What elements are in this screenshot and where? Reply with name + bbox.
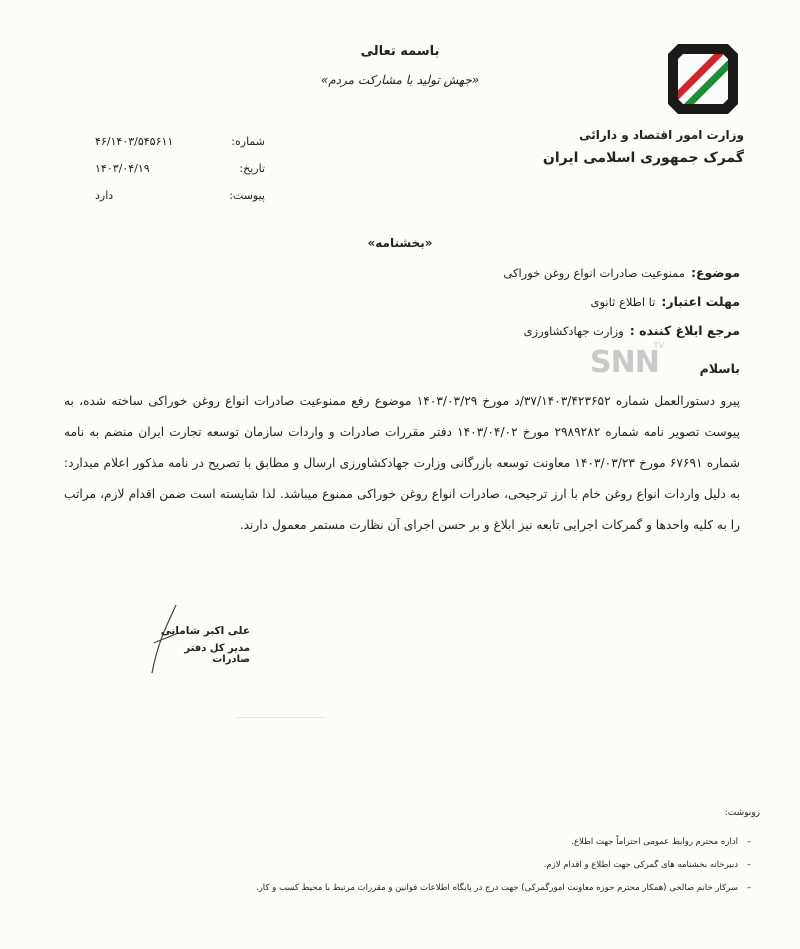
watermark-text: SNN	[590, 345, 659, 380]
cc-list	[200, 808, 760, 899]
cc-item-text: اداره محترم روابط عمومی احتراماً جهت اطلاع.	[571, 836, 738, 847]
signer-title: مدیر کل دفتر صادرات	[184, 643, 250, 665]
letter-meta	[95, 128, 265, 209]
signer-name: علی اکبر شامانی	[160, 625, 250, 637]
year-slogan: «جهش تولید با مشارکت مردم»	[320, 73, 480, 87]
date-label: تاریخ:	[239, 162, 265, 175]
cc-dash: –	[746, 836, 752, 847]
authority-value: وزارت جهادکشاورزی	[523, 323, 624, 338]
cc-item-text: دبیرخانه بخشنامه های گمرکی جهت اطلاع و اقدام لازم.	[543, 859, 738, 870]
letter-header	[260, 44, 540, 87]
faint-divider	[236, 717, 326, 718]
number-value: ۴۶/۱۴۰۳/۵۴۵۶۱۱	[95, 135, 174, 148]
validity-label: مهلت اعتبار:	[661, 294, 740, 309]
meta-date-row	[95, 155, 265, 182]
customs-logo-icon	[664, 40, 742, 118]
letter-body: پیرو دستورالعمل شماره ۳۷/۱۴۰۳/۴۲۳۶۵۲/د مورخ ۱۴۰۳/۰۳/۲۹ موضوع رفع ممنوعیت صادرات انواع روغن خوراکی ساخته شده، به پیوست تصویر نامه شماره ۲۹۸۹۲۸۲ مورخ ۱۴۰۳/۰۴/۰۲ دفتر مقررات صادرات و واردات سازمان توسعه تجارت ایران منضم به نامه شماره ۶۷۶۹۱ مورخ ۱۴۰۳/۰۳/۲۳ معاونت توسعه بازرگانی وزارت جهادکشاورزی ارسال و مطابق با تصریح در نامه مذکور اعلام میدارد: به دلیل واردات انواع روغن خام با ارز ترجیحی، صادرات انواع روغن خوراکی ممنوع میباشد. لذا شایسته است ضمن اقدام لازم، مراتب را به کلیه واحدها و گمرکات اجرایی تابعه نیز ابلاغ و بر حسن اجرای آن نظارت مستمر معمول دارند.	[64, 394, 741, 532]
validity-field	[280, 287, 740, 316]
meta-number-row	[95, 128, 265, 155]
authority-field	[280, 316, 740, 345]
subject-field	[280, 258, 740, 287]
ministry-name: وزارت امور اقتصاد و دارائی	[579, 128, 744, 142]
cc-item	[200, 853, 760, 876]
organization-block	[543, 128, 744, 166]
cc-item	[200, 876, 760, 899]
attachment-label: پیوست:	[229, 189, 265, 202]
subject-value: ممنوعیت صادرات انواع روغن خوراکی	[503, 265, 685, 280]
meta-attachment-row	[95, 182, 265, 209]
attachment-value: دارد	[95, 189, 114, 202]
snn-watermark	[590, 341, 664, 381]
circular-title: «بخشنامه»	[367, 236, 433, 250]
cc-dash: –	[746, 882, 752, 893]
subject-label: موضوع:	[690, 265, 740, 280]
invocation-text: باسمه تعالی	[360, 44, 440, 59]
signature-block	[150, 625, 250, 665]
number-label: شماره:	[231, 135, 265, 148]
watermark-suffix: TV	[653, 341, 664, 350]
cc-item	[200, 830, 760, 853]
cc-item-text: سرکار خانم صالحی (همکار محترم حوزه معاونت امورگمرکی) جهت درج در پایگاه اطلاعات قوانین و مقررات مرتبط با محیط کسب و کار.	[256, 882, 738, 893]
circular-fields	[280, 258, 740, 345]
greeting: باسلام	[699, 361, 740, 376]
cc-dash: –	[746, 859, 752, 870]
authority-label: مرجع ابلاغ کننده :	[629, 323, 740, 338]
customs-name: گمرک جمهوری اسلامی ایران	[542, 150, 744, 166]
cc-title: رونوشت:	[724, 808, 760, 818]
date-value: ۱۴۰۳/۰۴/۱۹	[95, 162, 150, 175]
validity-value: تا اطلاع ثانوی	[590, 294, 656, 309]
